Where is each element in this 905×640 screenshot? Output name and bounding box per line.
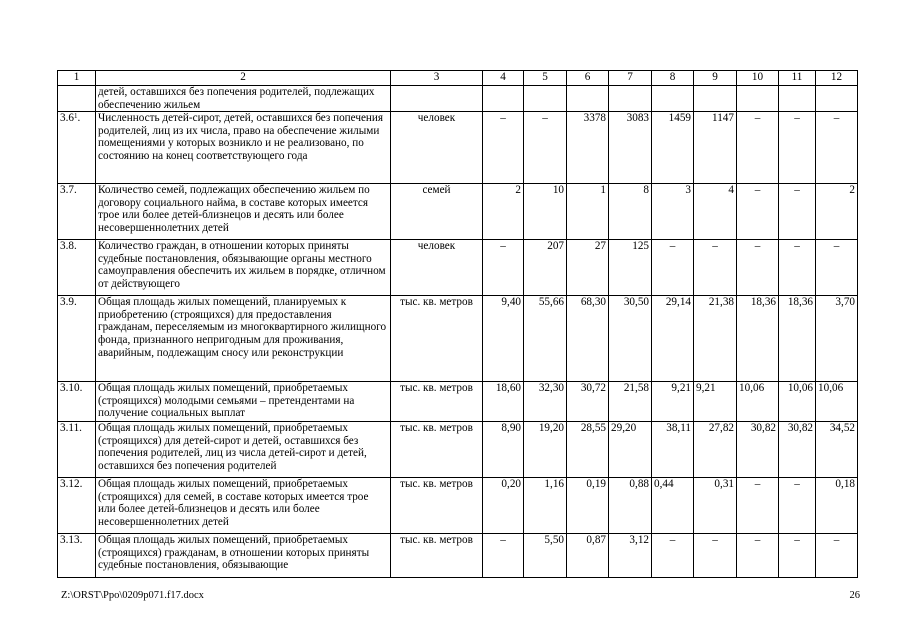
value-cell — [694, 86, 737, 112]
value-cell: – — [779, 112, 816, 184]
value-cell: 29,20 — [609, 422, 652, 478]
value-cell: 3,12 — [609, 534, 652, 578]
value-cell: – — [779, 478, 816, 534]
value-cell: 4 — [694, 184, 737, 240]
row-number-text: 3.9. — [60, 296, 77, 309]
indicator-description: Количество семей, подлежащих обеспечению жильем по договору социального найма, в составе которых имеется трое или более детей-близнецов и десять или более несовершеннолетних детей — [96, 184, 391, 240]
value-cell: 68,30 — [567, 296, 609, 382]
value-cell: 29,14 — [652, 296, 694, 382]
value-cell: 3 — [652, 184, 694, 240]
table-row — [58, 478, 858, 534]
value-cell: 0,20 — [483, 478, 524, 534]
value-cell: – — [483, 112, 524, 184]
value-cell: 30,72 — [567, 382, 609, 422]
indicator-description: Общая площадь жилых помещений, приобретаемых (строящихся) для семей, в составе которых имеется трое или более детей-близнецов и десять или более несовершеннолетних детей — [96, 478, 391, 534]
row-number-text: 3.8. — [60, 240, 77, 253]
value-cell: 2 — [483, 184, 524, 240]
value-cell: – — [816, 240, 858, 296]
file-path: Z:\ORST\Ppo\0209p071.f17.docx — [61, 590, 204, 601]
header-cell: 9 — [694, 71, 737, 86]
unit-of-measure: тыс. кв. метров — [391, 478, 483, 534]
table-row — [58, 184, 858, 240]
header-cell: 8 — [652, 71, 694, 86]
value-cell: 10,06 — [816, 382, 858, 422]
table-row — [58, 240, 858, 296]
table-body — [58, 71, 858, 578]
value-cell: 3,70 — [816, 296, 858, 382]
value-cell: – — [816, 534, 858, 578]
value-cell: 10 — [524, 184, 567, 240]
value-cell: – — [737, 240, 779, 296]
row-number — [58, 422, 96, 478]
value-cell: – — [737, 184, 779, 240]
row-number — [58, 382, 96, 422]
row-number — [58, 240, 96, 296]
value-cell: 2 — [816, 184, 858, 240]
value-cell: 3083 — [609, 112, 652, 184]
value-cell: – — [779, 240, 816, 296]
value-cell: 3378 — [567, 112, 609, 184]
table-row — [58, 112, 858, 184]
value-cell: 8 — [609, 184, 652, 240]
value-cell — [524, 86, 567, 112]
header-cell: 2 — [96, 71, 391, 86]
header-cell: 12 — [816, 71, 858, 86]
indicator-description: детей, оставшихся без попечения родителей, подлежащих обеспечению жильем — [96, 86, 391, 112]
value-cell: 125 — [609, 240, 652, 296]
value-cell: 1147 — [694, 112, 737, 184]
header-cell: 6 — [567, 71, 609, 86]
indicator-description: Общая площадь жилых помещений, приобретаемых (строящихся) молодыми семьями – претендентами на получение социальных выплат — [96, 382, 391, 422]
value-cell: 21,58 — [609, 382, 652, 422]
indicator-description: Общая площадь жилых помещений, планируемых к приобретению (строящихся) для предоставления гражданам, переселяемым из многоквартирного жилищного фонда, признанного непригодным для проживания, аварийным, подлежащим сносу или реконструкции — [96, 296, 391, 382]
row-number-text: 3.6 — [60, 112, 74, 125]
row-number-text: 3.7. — [60, 184, 77, 197]
table-row — [58, 534, 858, 578]
value-cell: 0,31 — [694, 478, 737, 534]
value-cell: 8,90 — [483, 422, 524, 478]
value-cell: 1,16 — [524, 478, 567, 534]
value-cell: 10,06 — [779, 382, 816, 422]
row-number — [58, 478, 96, 534]
value-cell — [737, 86, 779, 112]
value-cell: – — [779, 184, 816, 240]
value-cell: 1 — [567, 184, 609, 240]
page-number: 26 — [849, 590, 860, 601]
value-cell: – — [737, 478, 779, 534]
unit-of-measure: тыс. кв. метров — [391, 382, 483, 422]
value-cell: – — [737, 112, 779, 184]
unit-of-measure: тыс. кв. метров — [391, 534, 483, 578]
unit-of-measure: тыс. кв. метров — [391, 296, 483, 382]
value-cell — [609, 86, 652, 112]
indicator-description: Общая площадь жилых помещений, приобретаемых (строящихся) для детей-сирот и детей, оставшихся без попечения родителей, лиц из числа детей-сирот и детей, оставшихся без попечения родителей — [96, 422, 391, 478]
value-cell: 55,66 — [524, 296, 567, 382]
value-cell: 19,20 — [524, 422, 567, 478]
value-cell: – — [524, 112, 567, 184]
value-cell: 21,38 — [694, 296, 737, 382]
value-cell — [816, 86, 858, 112]
value-cell: 5,50 — [524, 534, 567, 578]
indicator-description: Общая площадь жилых помещений, приобретаемых (строящихся) гражданам, в отношении которых приняты судебные постановления, обязывающие — [96, 534, 391, 578]
table-row — [58, 296, 858, 382]
value-cell: 1459 — [652, 112, 694, 184]
value-cell: 0,44 — [652, 478, 694, 534]
value-cell: 0,19 — [567, 478, 609, 534]
value-cell: – — [737, 534, 779, 578]
value-cell: – — [652, 240, 694, 296]
value-cell: 0,88 — [609, 478, 652, 534]
row-number-text: 3.11. — [60, 422, 82, 435]
row-number — [58, 86, 96, 112]
table-row — [58, 382, 858, 422]
unit-of-measure: семей — [391, 184, 483, 240]
value-cell: 30,82 — [737, 422, 779, 478]
value-cell: 34,52 — [816, 422, 858, 478]
value-cell: 38,11 — [652, 422, 694, 478]
row-number — [58, 534, 96, 578]
value-cell: 27,82 — [694, 422, 737, 478]
value-cell — [779, 86, 816, 112]
row-number — [58, 112, 96, 184]
value-cell: – — [816, 112, 858, 184]
value-cell: 9,40 — [483, 296, 524, 382]
value-cell: 32,30 — [524, 382, 567, 422]
value-cell: 9,21 — [694, 382, 737, 422]
header-cell: 1 — [58, 71, 96, 86]
value-cell: – — [694, 534, 737, 578]
header-cell: 11 — [779, 71, 816, 86]
value-cell: – — [483, 534, 524, 578]
row-number — [58, 184, 96, 240]
value-cell: 207 — [524, 240, 567, 296]
value-cell: 18,60 — [483, 382, 524, 422]
row-number-text: 3.10. — [60, 382, 83, 395]
indicators-table — [57, 70, 858, 578]
header-cell: 7 — [609, 71, 652, 86]
indicator-description: Численность детей-сирот, детей, оставшихся без попечения родителей, лиц из их числа, право на обеспечение жилыми помещениями у которых возникло и не реализовано, по состоянию на конец соответствующего года — [96, 112, 391, 184]
table-row — [58, 86, 858, 112]
value-cell: 0,18 — [816, 478, 858, 534]
unit-of-measure: тыс. кв. метров — [391, 422, 483, 478]
value-cell: – — [694, 240, 737, 296]
header-cell: 10 — [737, 71, 779, 86]
value-cell: 27 — [567, 240, 609, 296]
value-cell — [652, 86, 694, 112]
row-number-suffix: . — [77, 112, 81, 125]
value-cell — [567, 86, 609, 112]
value-cell: 18,36 — [737, 296, 779, 382]
unit-of-measure — [391, 86, 483, 112]
header-cell: 5 — [524, 71, 567, 86]
unit-of-measure: человек — [391, 240, 483, 296]
value-cell: – — [779, 534, 816, 578]
value-cell: 9,21 — [652, 382, 694, 422]
value-cell: – — [652, 534, 694, 578]
header-cell: 4 — [483, 71, 524, 86]
unit-of-measure: человек — [391, 112, 483, 184]
header-cell: 3 — [391, 71, 483, 86]
value-cell: 0,87 — [567, 534, 609, 578]
value-cell: 18,36 — [779, 296, 816, 382]
row-number — [58, 296, 96, 382]
value-cell — [483, 86, 524, 112]
value-cell: 28,55 — [567, 422, 609, 478]
value-cell: – — [483, 240, 524, 296]
row-number-text: 3.13. — [60, 534, 83, 547]
row-number-superscript: 1 — [73, 112, 78, 121]
column-number-row — [58, 71, 858, 86]
indicator-description: Количество граждан, в отношении которых приняты судебные постановления, обязывающие органы местного самоуправления обеспечить их жильем в порядке, отличном от действующего — [96, 240, 391, 296]
value-cell: 30,50 — [609, 296, 652, 382]
table-row — [58, 422, 858, 478]
value-cell: 10,06 — [737, 382, 779, 422]
value-cell: 30,82 — [779, 422, 816, 478]
row-number-text: 3.12. — [60, 478, 83, 491]
